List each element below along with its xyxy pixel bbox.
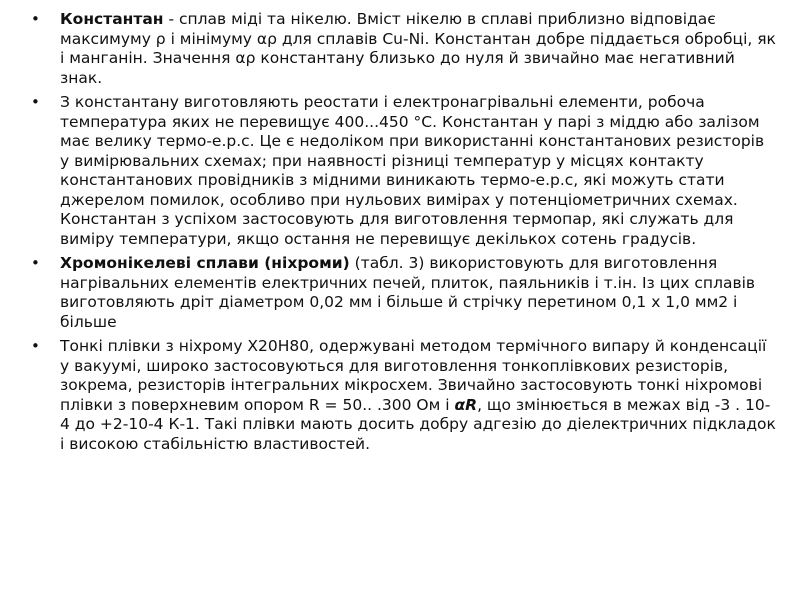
bullet-dot-icon: • xyxy=(31,254,40,272)
bullet-list xyxy=(28,10,778,454)
bullet-text: , що змінюється в межах від -3 . 10-4 до +2-10-4 К-1. Такі плівки мають досить добру адгезію до діелектричних підкладок і високою стабільністю властивостей. xyxy=(60,395,776,453)
bullet-text: Тонкі плівки з ніхрому Х20Н80, одержувані методом термічного випару й конденсації у вакуумі, широко застосовуються для виготовлення тонкоплівкових резисторів, зокрема, резисторів інтегральних мікросхем. Звичайно застосовують тонкі ніхромові плівки з поверхневим опором R = 50.. .300 Ом і xyxy=(60,337,767,414)
bullet-dot-icon: • xyxy=(31,337,40,355)
bullet-text: З константану виготовляють реостати і електронагрівальні елементи, робоча температура яких не перевищує 400...450 °С. Константан у парі з міддю або залізом має велику термо-е.р.с. Це є недоліком при використанні константанових резисторів у вимірювальних схемах; при наявності різниці температур у місцях контакту константанових провідників з мідними виникають термо-е.р.с, які можуть стати джерелом помилок, особливо при нульових вимірах у потенціометричних схемах. Константан з успіхом застосовують для виготовлення термопар, які служать для виміру температури, якщо остання не перевищує декількох сотень градусів. xyxy=(60,93,765,248)
bullet-dot-icon: • xyxy=(31,93,40,111)
bullet-item-constantan xyxy=(28,10,778,88)
bullet-text: (табл. 3) використовують для виготовлення нагрівальних елементів електричних печей, плиток, паяльників і т.ін. Із цих сплавів виготовляють дріт діаметром 0,02 мм і більше й стрічку перетином 0,1 х 1,0 мм2 і більше xyxy=(60,254,756,331)
term-constantan: Константан xyxy=(60,10,164,28)
term-nichrome: Хромонікелеві сплави (ніхроми) xyxy=(60,254,350,272)
bullet-dot-icon: • xyxy=(31,10,40,28)
bullet-text: - сплав міді та нікелю. Вміст нікелю в сплаві приблизно відповідає максимуму ρ і мінімуму αρ для сплавів Cu-Ni. Константан добре піддається обробці, як і манганін. Значення αρ константану близько до нуля й звичайно має негативний знак. xyxy=(60,10,776,87)
bullet-item-nichrome xyxy=(28,254,778,332)
bullet-item-rheostats xyxy=(28,93,778,249)
alpha-r-symbol: αR xyxy=(454,395,478,414)
bullet-item-thin-films xyxy=(28,337,778,454)
